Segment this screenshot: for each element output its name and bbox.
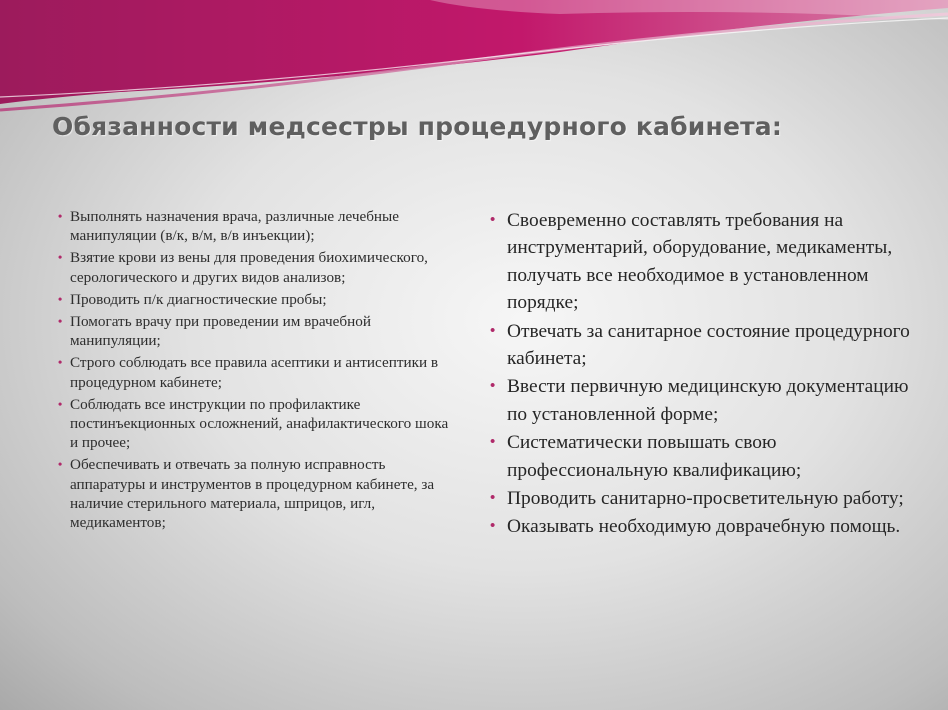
list-item-text: Своевременно составлять требования на инструментарий, оборудование, медикаменты, получать все необходимое в установленном порядке; (507, 210, 893, 314)
list-item-text: Ввести первичную медицинскую документацию по установленной форме; (507, 376, 909, 425)
left-duties-list (56, 207, 456, 532)
list-item (56, 290, 456, 309)
bullet-dot-icon: • (58, 250, 63, 265)
list-item-text: Выполнять назначения врача, различные лечебные манипуляции (в/к, в/м, в/в инъекции); (70, 208, 399, 245)
list-item-text: Соблюдать все инструкции по профилактике постинъекционных осложнений, анафилактического шока и прочее; (70, 395, 449, 452)
bullet-dot-icon: • (58, 209, 63, 223)
bullet-dot-icon: • (490, 322, 496, 339)
list-item (56, 312, 456, 350)
banner-main-shape (0, 0, 948, 104)
list-item (490, 485, 915, 512)
list-item-text: Отвечать за санитарное состояние процедурного кабинета; (507, 320, 910, 370)
bullet-dot-icon: • (58, 457, 63, 472)
list-item (490, 429, 915, 484)
list-item-text: Проводить санитарно-просветительную работу; (507, 488, 904, 510)
bullet-dot-icon: • (490, 378, 496, 395)
list-item (56, 455, 456, 532)
list-item-text: Взятие крови из вены для проведения биохимического, серологического и других видов анализов; (70, 249, 428, 286)
list-item-text: Проводить п/к диагностические пробы; (70, 290, 327, 308)
right-duties-list (490, 207, 915, 541)
list-item (490, 318, 915, 373)
right-column (490, 207, 915, 542)
list-item (56, 353, 456, 391)
left-column (56, 207, 456, 535)
bullet-dot-icon: • (490, 490, 496, 507)
list-item (490, 207, 915, 317)
bullet-dot-icon: • (490, 212, 496, 228)
list-item (56, 248, 456, 286)
list-item-text: Строго соблюдать все правила асептики и антисептики в процедурном кабинете; (70, 354, 439, 391)
list-item-text: Обеспечивать и отвечать за полную исправность аппаратуры и инструментов в процедурном кабинете, за наличие стерильного материала, шприцов, игл, медикаментов; (70, 456, 435, 532)
decorative-banner (0, 0, 948, 130)
list-item (490, 513, 915, 540)
bullet-dot-icon: • (58, 291, 63, 306)
list-item (490, 373, 915, 428)
bullet-dot-icon: • (58, 396, 63, 411)
bullet-dot-icon: • (58, 314, 63, 329)
bullet-dot-icon: • (490, 518, 496, 535)
list-item-text: Оказывать необходимую доврачебную помощь. (507, 516, 901, 538)
slide-title: Обязанности медсестры процедурного кабинета: (52, 112, 783, 141)
bullet-dot-icon: • (58, 355, 63, 370)
list-item-text: Помогать врачу при проведении им врачебной манипуляции; (70, 313, 371, 350)
bullet-dot-icon: • (490, 434, 496, 451)
list-item-text: Систематически повышать свою профессиональную квалификацию; (507, 432, 802, 481)
list-item (56, 207, 456, 245)
list-item (56, 395, 456, 453)
